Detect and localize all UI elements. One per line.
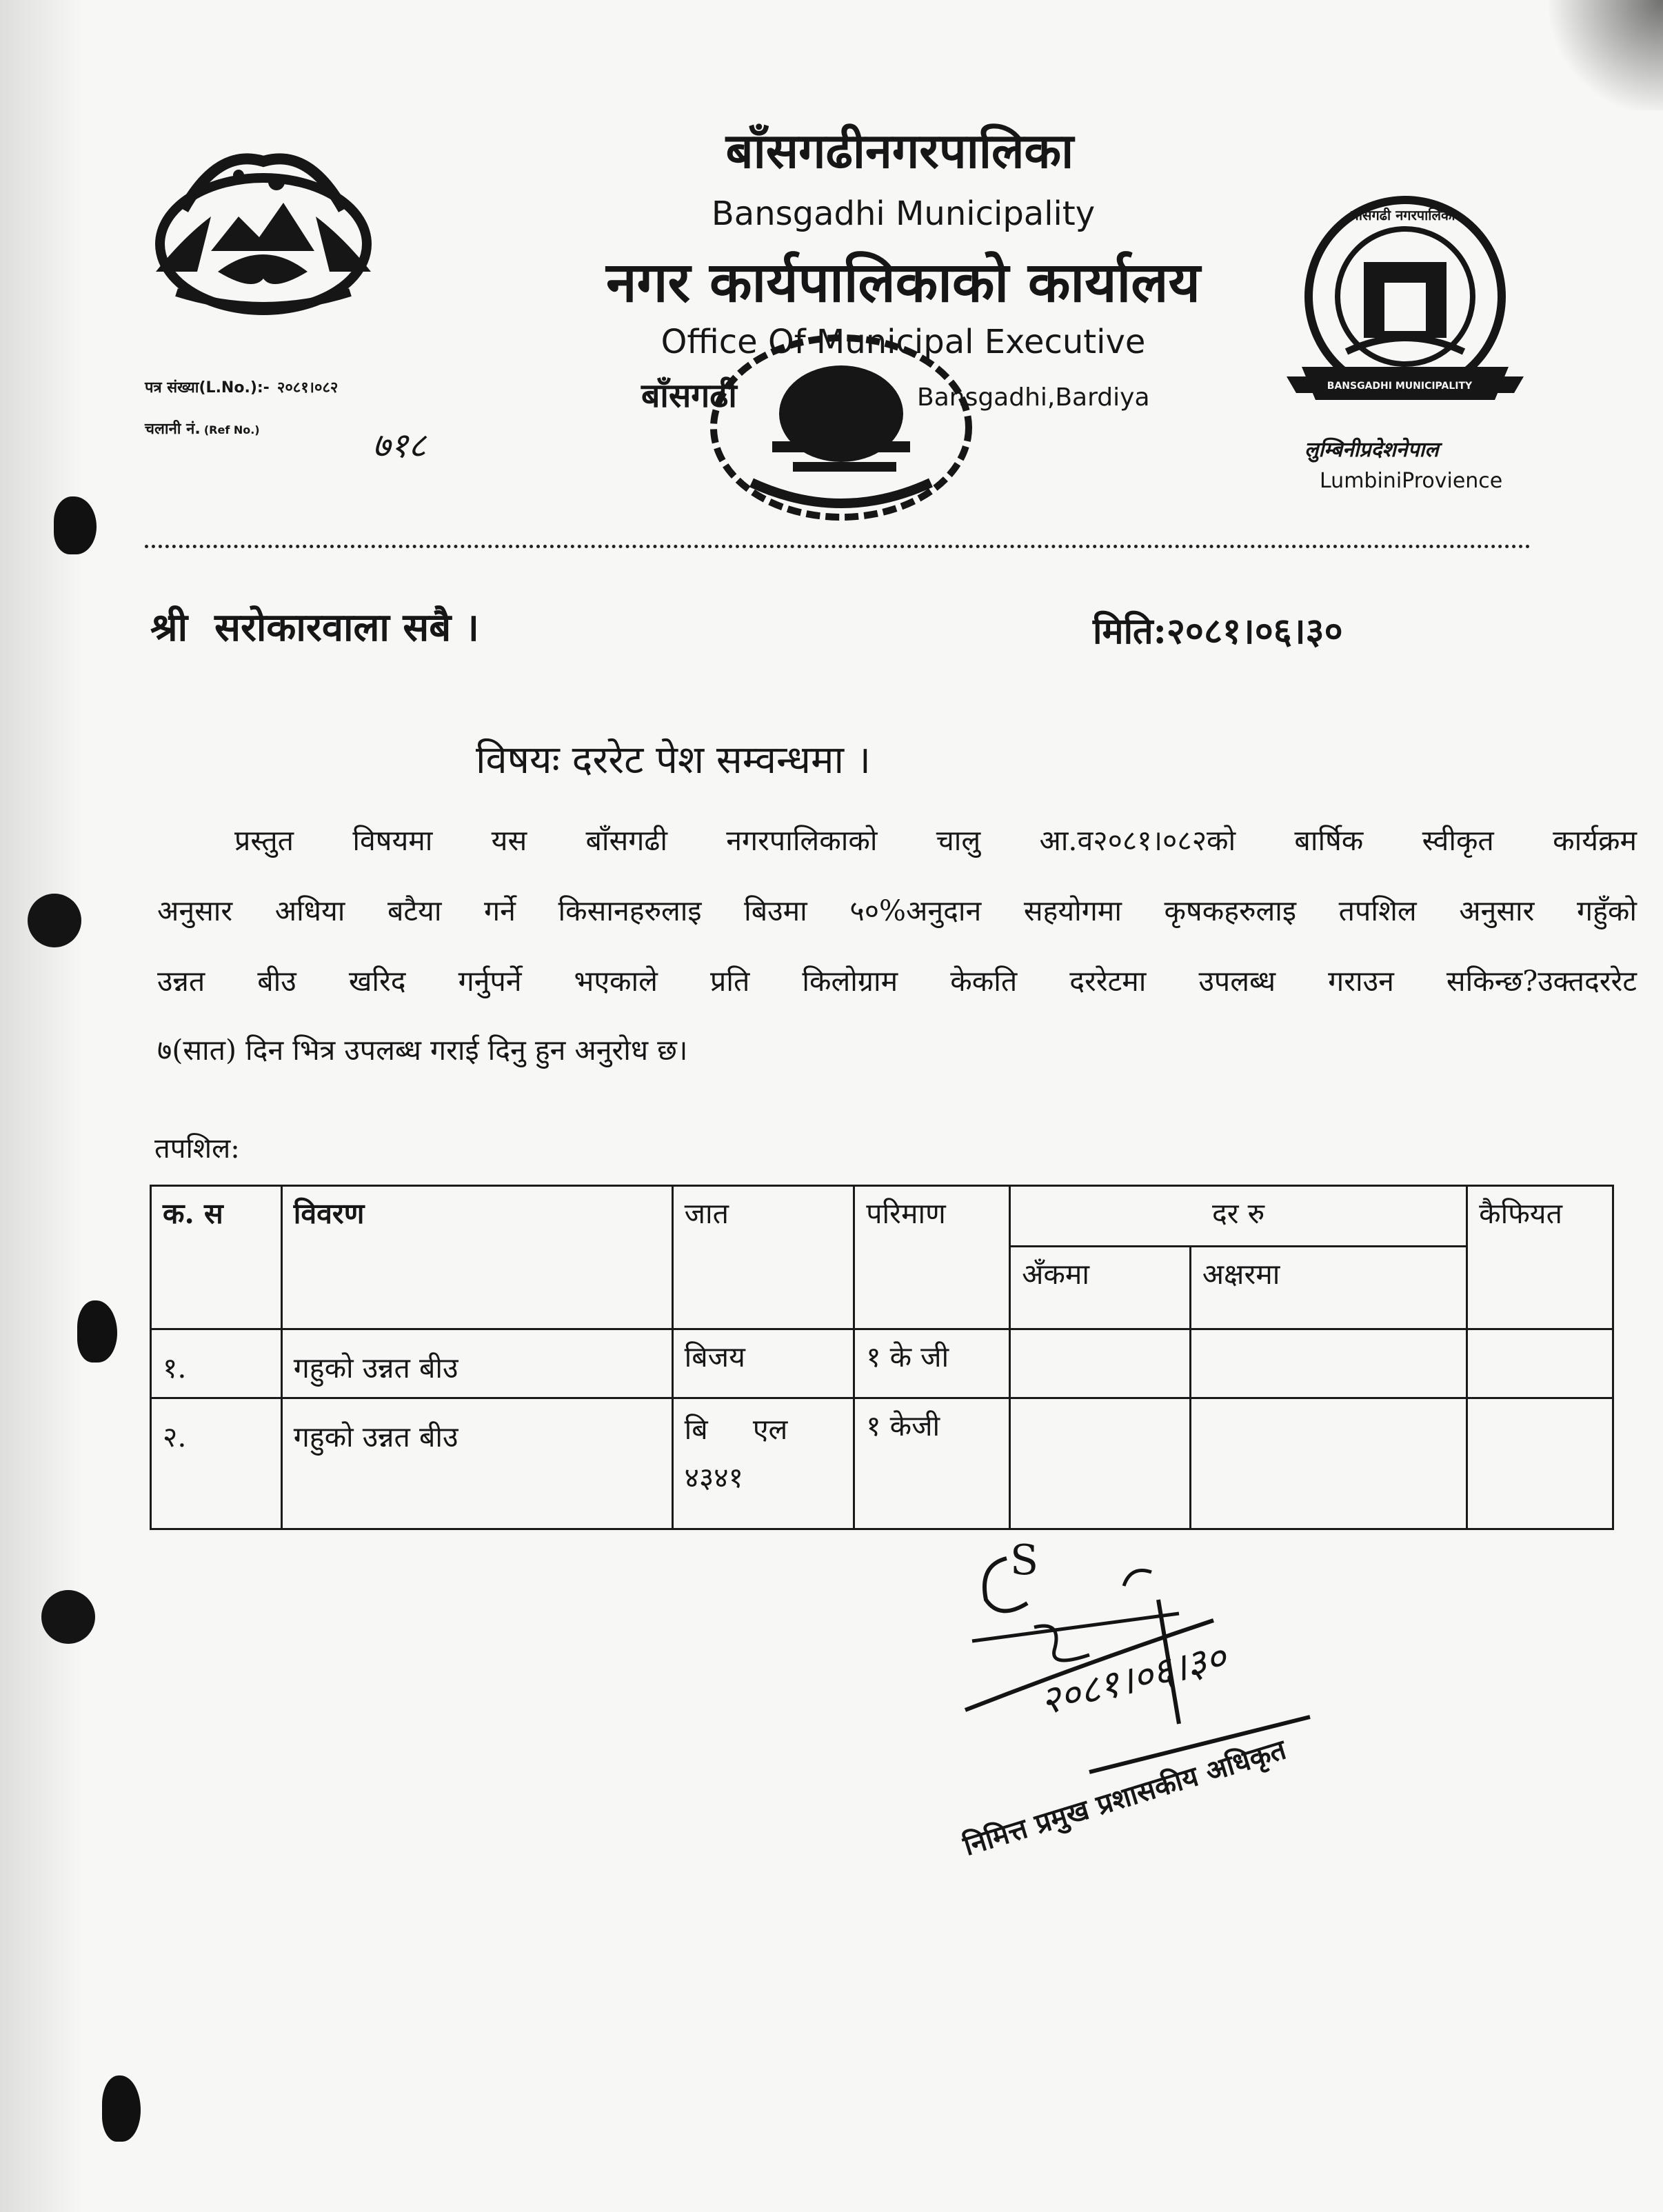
cell-in-words [1190, 1398, 1467, 1529]
office-name-english: Office Of Municipal Executive [661, 323, 1146, 361]
cell-in-figures [1010, 1329, 1191, 1398]
logo-band-text: BANSGADHI MUNICIPALITY [1327, 381, 1473, 392]
cell-in-figures [1010, 1398, 1191, 1529]
cell-in-words [1190, 1329, 1467, 1398]
ink-blot [77, 1300, 117, 1363]
page-shadow-corner [1539, 0, 1663, 110]
letter-number-value: २०८१।०८२ [276, 379, 339, 396]
address-english: Bansgadhi,Bardiya [917, 383, 1150, 412]
cell-remarks [1467, 1398, 1613, 1529]
ink-blot [102, 2075, 141, 2142]
org-name-nepali: बाँसगढीनगरपालिका [725, 123, 1074, 179]
ink-blot [54, 496, 97, 554]
cell-variety: बि एल ४३४१ [672, 1398, 854, 1529]
cell-sn: १. [151, 1329, 282, 1398]
cell-description: गहुको उन्नत बीउ [281, 1398, 672, 1529]
province-english: LumbiniProvience [1320, 469, 1503, 493]
nepal-emblem-logo [135, 134, 392, 325]
signature-date: २०८१।०६।३० [1035, 1635, 1231, 1725]
address-nepali: बाँसगढी [641, 376, 737, 415]
col-header-variety: जात [672, 1186, 854, 1329]
cell-sn: २. [151, 1398, 282, 1529]
cell-quantity: १ के जी [854, 1329, 1010, 1398]
table-row [151, 1398, 1613, 1529]
col-header-quantity: परिमाण [854, 1186, 1010, 1329]
org-name-english: Bansgadhi Municipality [711, 194, 1096, 233]
punch-hole [28, 894, 81, 947]
punch-hole [41, 1590, 95, 1644]
cell-description: गहुको उन्नत बीउ [281, 1329, 672, 1398]
rate-table [150, 1185, 1614, 1530]
header-divider [145, 545, 1531, 548]
col-header-description: विवरण [281, 1186, 672, 1329]
cell-quantity: १ केजी [854, 1398, 1010, 1529]
addressee: श्री सरोकारवाला सबै । [150, 605, 479, 650]
col-header-in-words: अक्षरमा [1190, 1247, 1467, 1329]
letter-number-row [145, 376, 338, 397]
page-shadow-left [0, 0, 83, 2212]
body-line: प्रस्तुत विषयमा यस बाँसगढी नगरपालिकाको चालु आ.व२०८१।०८२को बार्षिक स्वीकृत कार्यक्रम [234, 824, 1637, 857]
body-line: अनुसार अधिया बटैया गर्ने किसानहरुलाइ बिउमा ५०%अनुदान सहयोगमा कृषकहरुलाइ तपशिल अनुसार गहुँको [157, 894, 1637, 927]
province-nepali: लुम्बिनीप्रदेशनेपाल [1304, 438, 1439, 462]
letter-date: मिति:२०८१।०६।३० [1093, 610, 1343, 652]
body-line: उन्नत बीउ खरिद गर्नुपर्ने भएकाले प्रति किलोग्राम केकति दररेटमा उपलब्ध गराउन सकिन्छ?उक्तदररेट [157, 965, 1637, 998]
cell-variety: बिजय [672, 1329, 854, 1398]
table-header-row [151, 1186, 1613, 1247]
tapasil-label: तपशिल: [154, 1133, 240, 1165]
signatory-title: निमित्त प्रमुख प्रशासकीय अधिकृत [959, 1733, 1290, 1862]
logo-ring-text: बाँसगढी नगरपालिका [1351, 207, 1455, 223]
table-row [151, 1329, 1613, 1398]
letter-number-label: पत्र संख्या(L.No.):- [145, 379, 270, 396]
dispatch-number-label-en: (Ref No.) [203, 423, 260, 436]
col-header-in-figures: अँकमा [1010, 1247, 1191, 1329]
cell-remarks [1467, 1329, 1613, 1398]
col-header-rate: दर रु [1010, 1186, 1467, 1247]
subject-line: विषयः दररेट पेश सम्वन्धमा । [476, 738, 871, 783]
office-name-nepali: नगर कार्यपालिकाको कार्यालय [606, 250, 1200, 314]
body-line: ७(सात) दिन भित्र उपलब्ध गराई दिनु हुन अनुरोध छ। [157, 1034, 688, 1067]
office-round-stamp [696, 324, 986, 531]
col-header-remarks: कैफियत [1467, 1186, 1613, 1329]
col-header-sn: क. स [151, 1186, 282, 1329]
signature-initial: S [1010, 1536, 1039, 1585]
dispatch-number-label: चलानी नं. [145, 421, 201, 438]
dispatch-number-handwritten: ७१८ [372, 425, 426, 465]
dispatch-number-row [145, 418, 260, 439]
